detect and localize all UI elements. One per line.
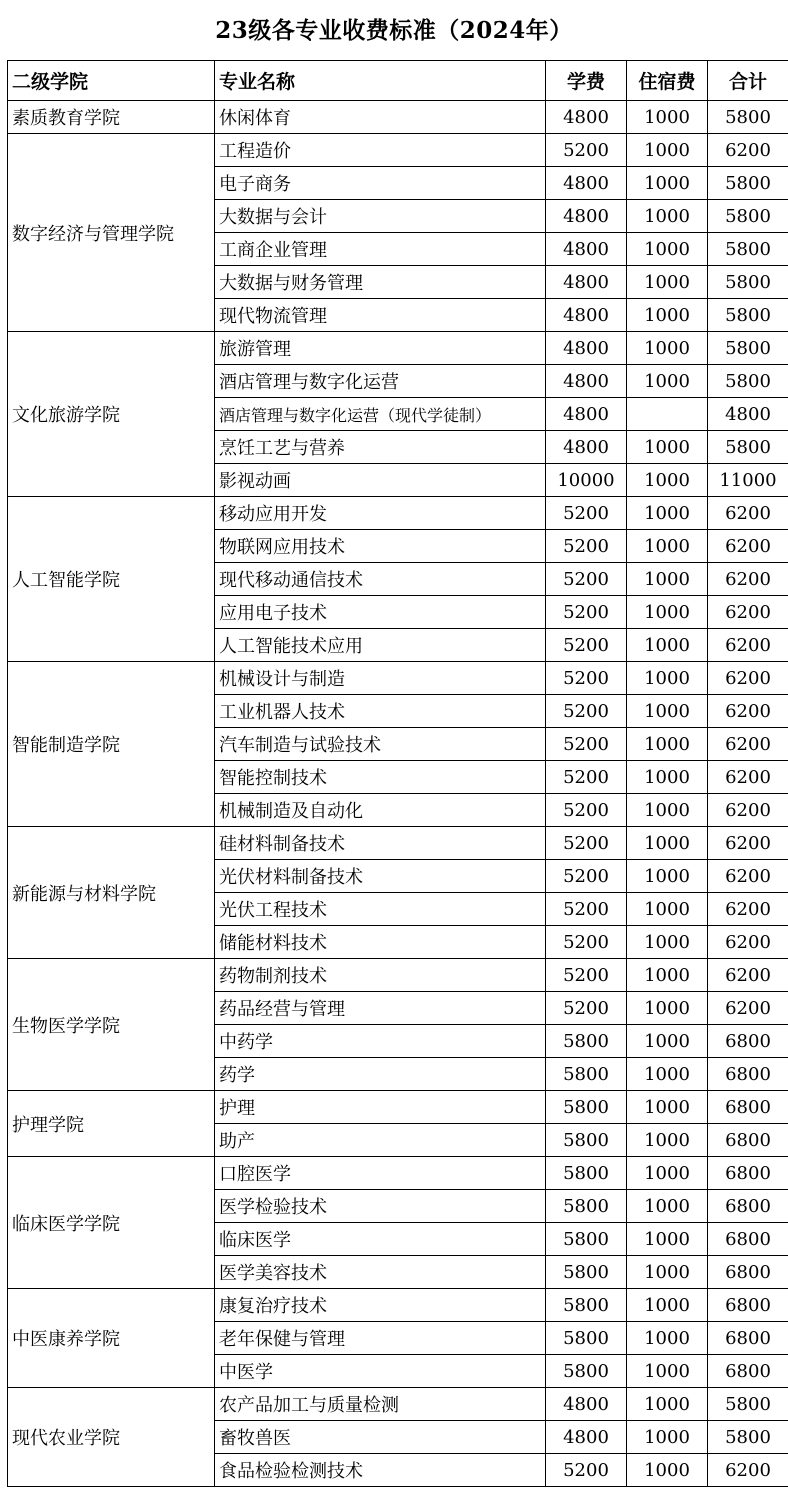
tuition-cell: 4800 [546, 1421, 627, 1454]
tuition-cell: 4800 [546, 233, 627, 266]
total-cell: 6800 [708, 1322, 788, 1355]
dorm-fee-cell: 1000 [627, 1190, 708, 1223]
tuition-cell: 5800 [546, 1289, 627, 1322]
tuition-cell: 10000 [546, 464, 627, 497]
total-cell: 6200 [708, 992, 788, 1025]
tuition-cell: 5200 [546, 959, 627, 992]
major-cell: 应用电子技术 [215, 596, 546, 629]
total-cell: 6200 [708, 662, 788, 695]
college-cell: 人工智能学院 [8, 497, 215, 662]
major-cell: 酒店管理与数字化运营 [215, 365, 546, 398]
total-cell: 5800 [708, 431, 788, 464]
tuition-cell: 4800 [546, 332, 627, 365]
tuition-cell: 5800 [546, 1256, 627, 1289]
tuition-cell: 5200 [546, 893, 627, 926]
table-row [8, 1157, 788, 1190]
dorm-fee-cell: 1000 [627, 1388, 708, 1421]
total-cell: 6800 [708, 1190, 788, 1223]
dorm-fee-cell: 1000 [627, 1256, 708, 1289]
total-cell: 6800 [708, 1157, 788, 1190]
table-row [8, 1091, 788, 1124]
dorm-fee-cell: 1000 [627, 530, 708, 563]
total-cell: 6200 [708, 629, 788, 662]
tuition-cell: 5200 [546, 794, 627, 827]
total-cell: 6800 [708, 1124, 788, 1157]
tuition-cell: 5800 [546, 1355, 627, 1388]
dorm-fee-cell: 1000 [627, 200, 708, 233]
major-cell: 旅游管理 [215, 332, 546, 365]
total-cell: 5800 [708, 1388, 788, 1421]
table-row [8, 101, 788, 134]
tuition-cell: 5800 [546, 1091, 627, 1124]
dorm-fee-cell: 1000 [627, 662, 708, 695]
total-cell: 5800 [708, 1421, 788, 1454]
total-cell: 6200 [708, 596, 788, 629]
dorm-fee-cell: 1000 [627, 1355, 708, 1388]
header-college: 二级学院 [8, 61, 215, 101]
table-row [8, 959, 788, 992]
major-cell: 休闲体育 [215, 101, 546, 134]
dorm-fee-cell: 1000 [627, 860, 708, 893]
major-cell: 药品经营与管理 [215, 992, 546, 1025]
total-cell: 5800 [708, 332, 788, 365]
total-cell: 6800 [708, 1091, 788, 1124]
header-tuition: 学费 [546, 61, 627, 101]
tuition-cell: 5200 [546, 662, 627, 695]
header-dorm-fee: 住宿费 [627, 61, 708, 101]
tuition-cell: 5800 [546, 1190, 627, 1223]
total-cell: 6800 [708, 1256, 788, 1289]
tuition-cell: 5800 [546, 1322, 627, 1355]
tuition-cell: 5200 [546, 596, 627, 629]
tuition-cell: 4800 [546, 299, 627, 332]
tuition-cell: 4800 [546, 167, 627, 200]
dorm-fee-cell: 1000 [627, 134, 708, 167]
major-cell: 物联网应用技术 [215, 530, 546, 563]
major-cell: 烹饪工艺与营养 [215, 431, 546, 464]
college-cell: 生物医学学院 [8, 959, 215, 1091]
total-cell: 6200 [708, 959, 788, 992]
major-cell: 硅材料制备技术 [215, 827, 546, 860]
dorm-fee-cell [627, 398, 708, 431]
major-cell: 中药学 [215, 1025, 546, 1058]
major-cell: 移动应用开发 [215, 497, 546, 530]
dorm-fee-cell: 1000 [627, 794, 708, 827]
major-cell: 畜牧兽医 [215, 1421, 546, 1454]
dorm-fee-cell: 1000 [627, 299, 708, 332]
dorm-fee-cell: 1000 [627, 761, 708, 794]
table-row [8, 497, 788, 530]
major-cell: 酒店管理与数字化运营（现代学徒制） [215, 398, 546, 431]
tuition-cell: 5200 [546, 992, 627, 1025]
major-cell: 光伏材料制备技术 [215, 860, 546, 893]
major-cell: 人工智能技术应用 [215, 629, 546, 662]
major-cell: 助产 [215, 1124, 546, 1157]
dorm-fee-cell: 1000 [627, 563, 708, 596]
tuition-cell: 4800 [546, 1388, 627, 1421]
header-total: 合计 [708, 61, 788, 101]
total-cell: 6200 [708, 860, 788, 893]
total-cell: 6200 [708, 761, 788, 794]
major-cell: 工商企业管理 [215, 233, 546, 266]
major-cell: 储能材料技术 [215, 926, 546, 959]
total-cell: 4800 [708, 398, 788, 431]
total-cell: 5800 [708, 266, 788, 299]
dorm-fee-cell: 1000 [627, 1124, 708, 1157]
tuition-cell: 5800 [546, 1223, 627, 1256]
major-cell: 工业机器人技术 [215, 695, 546, 728]
college-cell: 临床医学学院 [8, 1157, 215, 1289]
total-cell: 5800 [708, 233, 788, 266]
tuition-cell: 4800 [546, 266, 627, 299]
major-cell: 工程造价 [215, 134, 546, 167]
major-cell: 中医学 [215, 1355, 546, 1388]
dorm-fee-cell: 1000 [627, 1091, 708, 1124]
dorm-fee-cell: 1000 [627, 464, 708, 497]
dorm-fee-cell: 1000 [627, 1322, 708, 1355]
dorm-fee-cell: 1000 [627, 1289, 708, 1322]
tuition-cell: 5200 [546, 695, 627, 728]
dorm-fee-cell: 1000 [627, 1223, 708, 1256]
total-cell: 6800 [708, 1058, 788, 1091]
tuition-cell: 4800 [546, 431, 627, 464]
dorm-fee-cell: 1000 [627, 233, 708, 266]
major-cell: 护理 [215, 1091, 546, 1124]
tuition-cell: 4800 [546, 200, 627, 233]
dorm-fee-cell: 1000 [627, 959, 708, 992]
tuition-cell: 5200 [546, 827, 627, 860]
tuition-cell: 5200 [546, 134, 627, 167]
major-cell: 机械制造及自动化 [215, 794, 546, 827]
total-cell: 5800 [708, 365, 788, 398]
tuition-cell: 5200 [546, 860, 627, 893]
college-cell: 护理学院 [8, 1091, 215, 1157]
table-row [8, 332, 788, 365]
dorm-fee-cell: 1000 [627, 926, 708, 959]
table-row [8, 134, 788, 167]
dorm-fee-cell: 1000 [627, 1025, 708, 1058]
total-cell: 5800 [708, 167, 788, 200]
tuition-cell: 5200 [546, 530, 627, 563]
dorm-fee-cell: 1000 [627, 365, 708, 398]
major-cell: 康复治疗技术 [215, 1289, 546, 1322]
dorm-fee-cell: 1000 [627, 893, 708, 926]
major-cell: 现代移动通信技术 [215, 563, 546, 596]
tuition-cell: 5800 [546, 1058, 627, 1091]
dorm-fee-cell: 1000 [627, 167, 708, 200]
dorm-fee-cell: 1000 [627, 629, 708, 662]
total-cell: 6800 [708, 1025, 788, 1058]
major-cell: 电子商务 [215, 167, 546, 200]
table-row [8, 1289, 788, 1322]
dorm-fee-cell: 1000 [627, 431, 708, 464]
tuition-cell: 5200 [546, 761, 627, 794]
total-cell: 6200 [708, 728, 788, 761]
tuition-cell: 5200 [546, 629, 627, 662]
total-cell: 11000 [708, 464, 788, 497]
tuition-cell: 4800 [546, 101, 627, 134]
major-cell: 大数据与财务管理 [215, 266, 546, 299]
major-cell: 智能控制技术 [215, 761, 546, 794]
table-header-row [8, 61, 788, 101]
major-cell: 临床医学 [215, 1223, 546, 1256]
table-row [8, 1388, 788, 1421]
college-cell: 素质教育学院 [8, 101, 215, 134]
tuition-cell: 4800 [546, 365, 627, 398]
tuition-cell: 5200 [546, 1454, 627, 1487]
page-title: 23级各专业收费标准（2024年） [215, 17, 573, 44]
tuition-cell: 5800 [546, 1025, 627, 1058]
total-cell: 5800 [708, 200, 788, 233]
dorm-fee-cell: 1000 [627, 695, 708, 728]
tuition-cell: 5200 [546, 926, 627, 959]
tuition-cell: 4800 [546, 398, 627, 431]
major-cell: 药物制剂技术 [215, 959, 546, 992]
major-cell: 医学美容技术 [215, 1256, 546, 1289]
total-cell: 6200 [708, 134, 788, 167]
total-cell: 6800 [708, 1355, 788, 1388]
college-cell: 数字经济与管理学院 [8, 134, 215, 332]
total-cell: 6800 [708, 1223, 788, 1256]
tuition-cell: 5800 [546, 1124, 627, 1157]
total-cell: 6200 [708, 893, 788, 926]
tuition-cell: 5800 [546, 1157, 627, 1190]
major-cell: 医学检验技术 [215, 1190, 546, 1223]
total-cell: 6800 [708, 1289, 788, 1322]
dorm-fee-cell: 1000 [627, 1058, 708, 1091]
major-cell: 大数据与会计 [215, 200, 546, 233]
major-cell: 现代物流管理 [215, 299, 546, 332]
table-row [8, 662, 788, 695]
college-cell: 文化旅游学院 [8, 332, 215, 497]
tuition-cell: 5200 [546, 497, 627, 530]
dorm-fee-cell: 1000 [627, 332, 708, 365]
major-cell: 口腔医学 [215, 1157, 546, 1190]
table-row [8, 827, 788, 860]
tuition-cell: 5200 [546, 728, 627, 761]
major-cell: 农产品加工与质量检测 [215, 1388, 546, 1421]
dorm-fee-cell: 1000 [627, 1454, 708, 1487]
major-cell: 老年保健与管理 [215, 1322, 546, 1355]
dorm-fee-cell: 1000 [627, 596, 708, 629]
college-cell: 智能制造学院 [8, 662, 215, 827]
major-cell: 汽车制造与试验技术 [215, 728, 546, 761]
dorm-fee-cell: 1000 [627, 497, 708, 530]
dorm-fee-cell: 1000 [627, 827, 708, 860]
dorm-fee-cell: 1000 [627, 728, 708, 761]
header-major: 专业名称 [215, 61, 546, 101]
dorm-fee-cell: 1000 [627, 1157, 708, 1190]
dorm-fee-cell: 1000 [627, 992, 708, 1025]
total-cell: 6200 [708, 827, 788, 860]
dorm-fee-cell: 1000 [627, 266, 708, 299]
fee-table [7, 60, 788, 1487]
total-cell: 6200 [708, 497, 788, 530]
major-cell: 影视动画 [215, 464, 546, 497]
dorm-fee-cell: 1000 [627, 101, 708, 134]
major-cell: 光伏工程技术 [215, 893, 546, 926]
table-body [8, 101, 788, 1487]
total-cell: 6200 [708, 794, 788, 827]
total-cell: 6200 [708, 926, 788, 959]
major-cell: 食品检验检测技术 [215, 1454, 546, 1487]
total-cell: 6200 [708, 1454, 788, 1487]
total-cell: 5800 [708, 101, 788, 134]
total-cell: 6200 [708, 695, 788, 728]
total-cell: 6200 [708, 530, 788, 563]
total-cell: 5800 [708, 299, 788, 332]
college-cell: 中医康养学院 [8, 1289, 215, 1388]
college-cell: 现代农业学院 [8, 1388, 215, 1487]
dorm-fee-cell: 1000 [627, 1421, 708, 1454]
major-cell: 机械设计与制造 [215, 662, 546, 695]
tuition-cell: 5200 [546, 563, 627, 596]
college-cell: 新能源与材料学院 [8, 827, 215, 959]
total-cell: 6200 [708, 563, 788, 596]
major-cell: 药学 [215, 1058, 546, 1091]
